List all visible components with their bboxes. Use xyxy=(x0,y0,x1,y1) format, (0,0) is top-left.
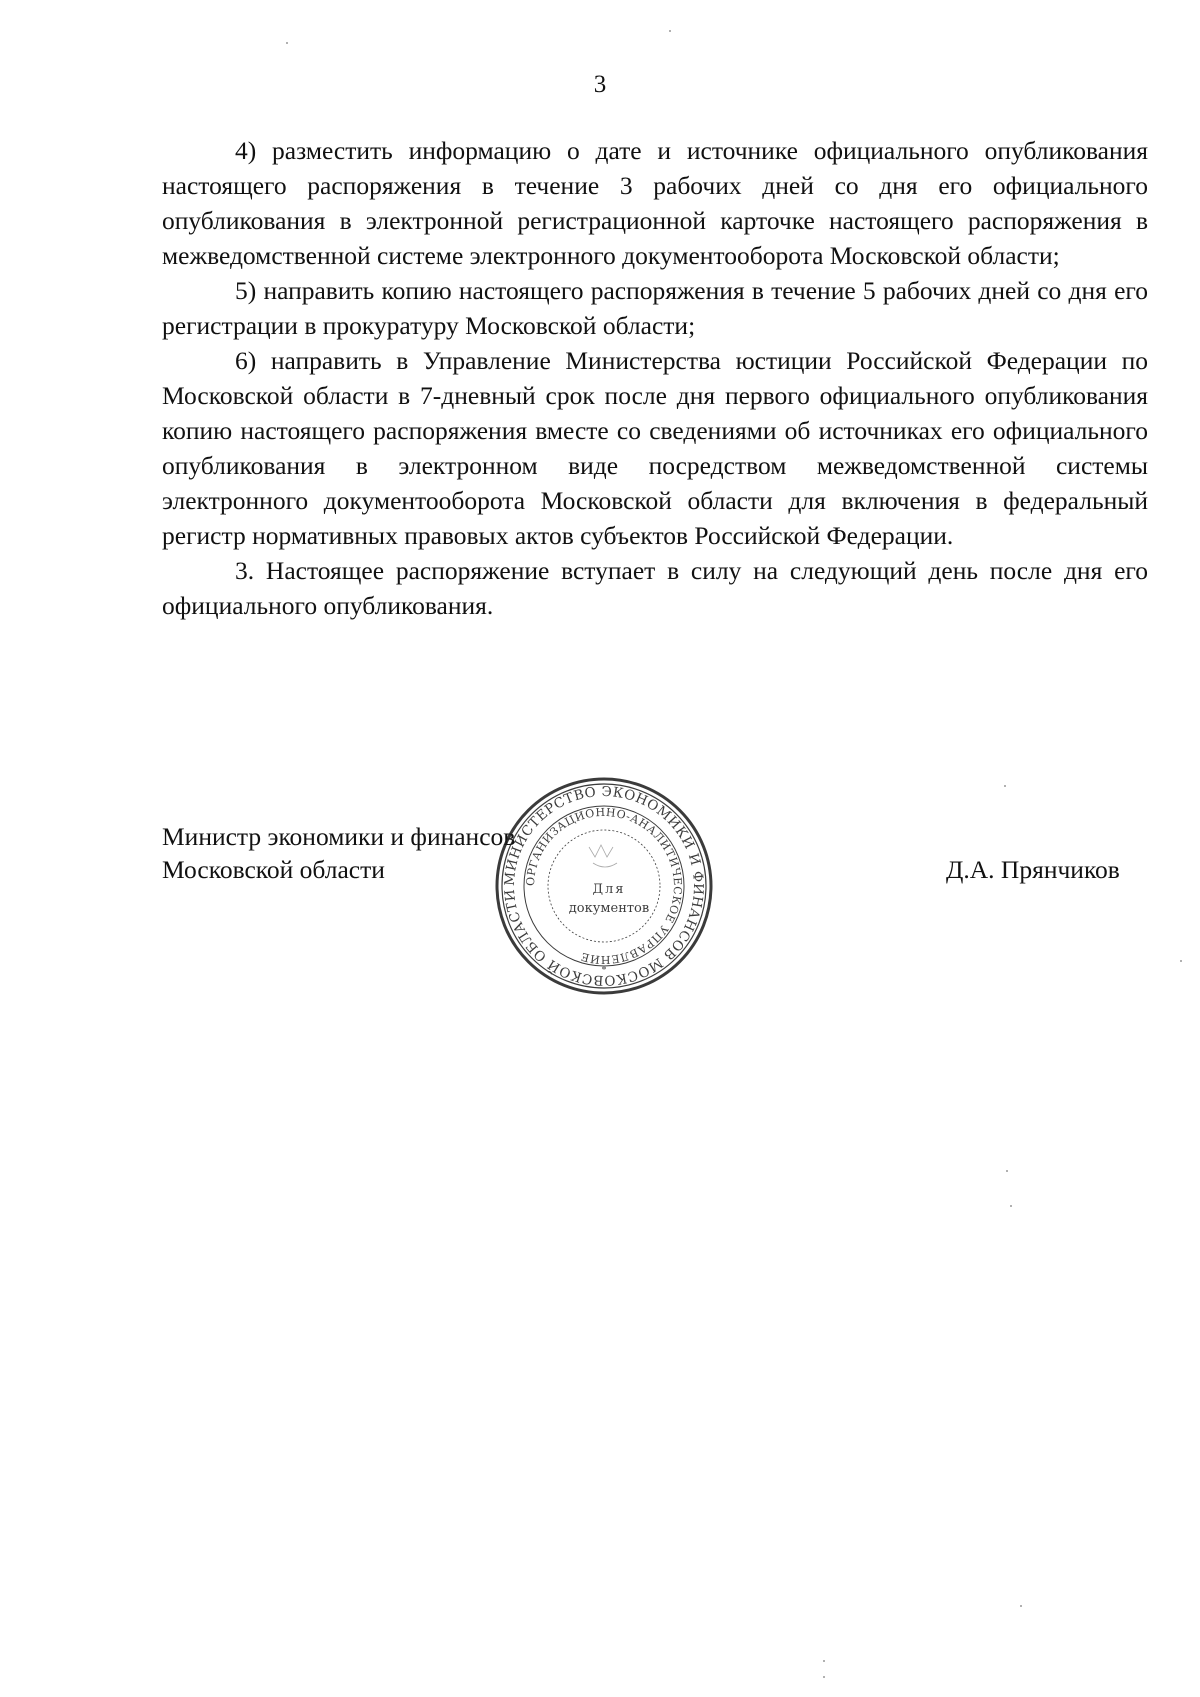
seal-center-line2: документов xyxy=(568,901,650,916)
seal-outer-text: МИНИСТЕРСТВО ЭКОНОМИКИ И ФИНАНСОВ МОСКОВСКОЙ ОБЛАСТИ xyxy=(501,783,707,989)
paragraph-item-5: 5) направить копию настоящего распоряжения в течение 5 рабочих дней со дня его регистрации в прокуратуру Московской области; xyxy=(162,276,1148,340)
signatory-name: Д.А. Прянчиков xyxy=(946,855,1120,884)
signatory-title-line2: Московской области xyxy=(162,855,385,884)
signatory-title xyxy=(162,820,515,886)
paragraph-clause-3: 3. Настоящее распоряжение вступает в силу на следующий день после дня его официального опубликования. xyxy=(162,556,1148,620)
paragraph-item-6: 6) направить в Управление Министерства юстиции Российской Федерации по Московской области в 7-дневный срок после дня первого официального опубликования копию настоящего распоряжения вместе со сведениями об источниках его официального опубликования в электронном виде посредством межведомственной системы электронного документооборота Московской области для включения в федеральный регистр нормативных правовых актов субъектов Российской Федерации. xyxy=(162,346,1148,550)
document-body xyxy=(162,133,1148,623)
paragraph-item-4: 4) разместить информацию о дате и источнике официального опубликования настоящего распоряжения в течение 3 рабочих дней со дня его официального опубликования в электронной регистрационной карточке настоящего распоряжения в межведомственной системе электронного документооборота Московской области; xyxy=(162,136,1148,270)
seal-emblem xyxy=(589,845,617,867)
seal-star: * xyxy=(601,965,607,976)
page-number: 3 xyxy=(593,71,607,98)
seal-inner-text: ОРГАНИЗАЦИОННО-АНАЛИТИЧЕСКОЕ УПРАВЛЕНИЕ xyxy=(523,805,685,967)
official-seal xyxy=(493,775,715,997)
signatory-title-line1: Министр экономики и финансов xyxy=(162,822,516,851)
seal-center-line1: Для xyxy=(592,882,626,897)
